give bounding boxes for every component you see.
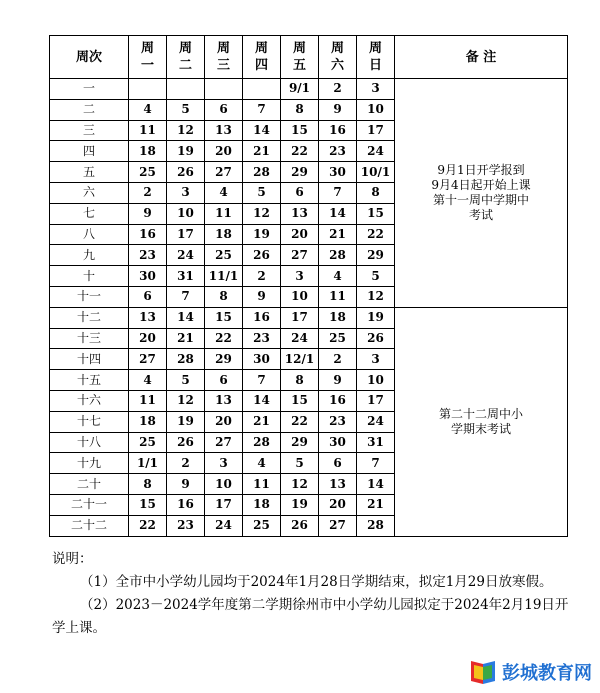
header-week: 周次 <box>50 36 129 79</box>
date-cell: 9 <box>319 99 357 120</box>
week-cell: 六 <box>50 182 129 203</box>
note-cell <box>395 79 568 308</box>
date-cell: 11 <box>129 120 167 141</box>
date-cell: 8 <box>281 99 319 120</box>
explanation-item-2: （2）2023－2024学年度第二学期徐州市中小学幼儿园拟定于2024年2月19日开学上课。 <box>52 597 569 636</box>
week-cell: 十九 <box>50 453 129 474</box>
date-cell: 22 <box>281 141 319 162</box>
date-cell: 8 <box>205 286 243 307</box>
date-cell: 10 <box>205 474 243 495</box>
date-cell: 29 <box>281 162 319 183</box>
week-cell: 十八 <box>50 432 129 453</box>
date-cell: 15 <box>281 120 319 141</box>
date-cell: 28 <box>357 515 395 536</box>
date-cell: 11 <box>205 203 243 224</box>
date-cell: 14 <box>243 390 281 411</box>
date-cell: 22 <box>205 328 243 349</box>
week-cell: 十五 <box>50 370 129 391</box>
date-cell: 7 <box>319 182 357 203</box>
date-cell: 23 <box>129 245 167 266</box>
date-cell: 12 <box>357 286 395 307</box>
table-row <box>50 79 568 100</box>
note-text: 第二十二周中小 学期末考试 <box>438 406 523 436</box>
date-cell: 12 <box>281 474 319 495</box>
date-cell: 4 <box>129 99 167 120</box>
date-cell: 28 <box>319 245 357 266</box>
date-cell: 28 <box>167 349 205 370</box>
date-cell: 5 <box>357 266 395 287</box>
header-thu <box>243 36 281 79</box>
date-cell: 9 <box>243 286 281 307</box>
date-cell: 12/1 <box>281 349 319 370</box>
week-cell: 十 <box>50 266 129 287</box>
header-day-label: 周 六 <box>330 41 344 73</box>
date-cell: 20 <box>129 328 167 349</box>
date-cell: 15 <box>357 203 395 224</box>
week-cell: 二 <box>50 99 129 120</box>
date-cell: 27 <box>319 515 357 536</box>
date-cell: 3 <box>281 266 319 287</box>
date-cell: 5 <box>281 453 319 474</box>
date-cell: 30 <box>129 266 167 287</box>
date-cell: 30 <box>243 349 281 370</box>
date-cell: 28 <box>243 432 281 453</box>
date-cell: 17 <box>281 307 319 328</box>
date-cell: 12 <box>167 120 205 141</box>
header-day-label: 周 四 <box>254 41 268 73</box>
header-note: 备 注 <box>395 36 568 79</box>
date-cell: 17 <box>357 120 395 141</box>
date-cell: 13 <box>205 390 243 411</box>
week-cell: 二十一 <box>50 494 129 515</box>
date-cell: 23 <box>319 411 357 432</box>
date-cell: 21 <box>357 494 395 515</box>
date-cell: 18 <box>319 307 357 328</box>
date-cell <box>243 79 281 100</box>
date-cell: 19 <box>281 494 319 515</box>
date-cell: 2 <box>319 349 357 370</box>
date-cell: 29 <box>357 245 395 266</box>
date-cell: 20 <box>319 494 357 515</box>
date-cell: 4 <box>319 266 357 287</box>
date-cell: 6 <box>281 182 319 203</box>
date-cell: 22 <box>357 224 395 245</box>
date-cell: 18 <box>205 224 243 245</box>
date-cell: 27 <box>281 245 319 266</box>
date-cell: 8 <box>281 370 319 391</box>
date-cell: 15 <box>205 307 243 328</box>
date-cell: 9 <box>167 474 205 495</box>
date-cell: 19 <box>357 307 395 328</box>
date-cell: 10 <box>281 286 319 307</box>
week-cell: 九 <box>50 245 129 266</box>
date-cell: 21 <box>243 141 281 162</box>
date-cell: 3 <box>167 182 205 203</box>
site-logo[interactable] <box>468 657 592 687</box>
date-cell: 9/1 <box>281 79 319 100</box>
date-cell: 16 <box>129 224 167 245</box>
date-cell: 16 <box>167 494 205 515</box>
week-cell: 十二 <box>50 307 129 328</box>
date-cell: 22 <box>281 411 319 432</box>
explanation <box>52 548 572 640</box>
date-cell: 9 <box>319 370 357 391</box>
week-cell: 三 <box>50 120 129 141</box>
date-cell <box>129 79 167 100</box>
date-cell: 11 <box>129 390 167 411</box>
week-cell: 十一 <box>50 286 129 307</box>
date-cell: 4 <box>205 182 243 203</box>
date-cell: 6 <box>129 286 167 307</box>
date-cell: 25 <box>129 162 167 183</box>
week-cell: 十四 <box>50 349 129 370</box>
date-cell: 2 <box>167 453 205 474</box>
explanation-item-1: （1）全市中小学幼儿园均于2024年1月28日学期结束，拟定1月29日放寒假。 <box>80 574 553 590</box>
date-cell: 20 <box>205 411 243 432</box>
date-cell: 24 <box>167 245 205 266</box>
date-cell: 6 <box>205 370 243 391</box>
date-cell: 28 <box>243 162 281 183</box>
date-cell: 11 <box>243 474 281 495</box>
date-cell: 13 <box>281 203 319 224</box>
date-cell: 10 <box>357 370 395 391</box>
date-cell: 30 <box>319 432 357 453</box>
header-day-label: 周 二 <box>178 41 192 73</box>
date-cell: 14 <box>243 120 281 141</box>
date-cell: 5 <box>167 370 205 391</box>
header-sat <box>319 36 357 79</box>
date-cell <box>167 79 205 100</box>
date-cell: 7 <box>357 453 395 474</box>
date-cell: 10 <box>357 99 395 120</box>
date-cell: 23 <box>167 515 205 536</box>
date-cell: 18 <box>129 141 167 162</box>
date-cell: 18 <box>129 411 167 432</box>
note-cell <box>395 307 568 536</box>
date-cell: 26 <box>281 515 319 536</box>
date-cell: 4 <box>243 453 281 474</box>
date-cell: 27 <box>205 162 243 183</box>
date-cell: 21 <box>243 411 281 432</box>
date-cell: 18 <box>243 494 281 515</box>
header-day-label: 周 日 <box>368 41 382 73</box>
date-cell: 5 <box>167 99 205 120</box>
date-cell: 12 <box>243 203 281 224</box>
header-day-label: 周 五 <box>292 41 306 73</box>
date-cell: 15 <box>281 390 319 411</box>
header-day-label: 周 三 <box>216 41 230 73</box>
school-calendar-table <box>49 35 568 537</box>
header-wed <box>205 36 243 79</box>
date-cell: 5 <box>243 182 281 203</box>
header-sun <box>357 36 395 79</box>
date-cell: 26 <box>357 328 395 349</box>
date-cell: 17 <box>205 494 243 515</box>
date-cell: 13 <box>129 307 167 328</box>
date-cell: 7 <box>243 99 281 120</box>
date-cell: 17 <box>167 224 205 245</box>
header-fri <box>281 36 319 79</box>
date-cell: 19 <box>243 224 281 245</box>
date-cell: 14 <box>357 474 395 495</box>
date-cell: 20 <box>205 141 243 162</box>
date-cell: 14 <box>167 307 205 328</box>
explanation-title: 说明： <box>52 551 93 567</box>
week-cell: 十六 <box>50 390 129 411</box>
date-cell: 15 <box>129 494 167 515</box>
date-cell: 26 <box>167 432 205 453</box>
date-cell: 24 <box>281 328 319 349</box>
week-cell: 十七 <box>50 411 129 432</box>
date-cell: 6 <box>205 99 243 120</box>
date-cell: 21 <box>167 328 205 349</box>
date-cell: 3 <box>357 349 395 370</box>
header-day-label: 周 一 <box>140 41 154 73</box>
date-cell: 22 <box>129 515 167 536</box>
date-cell: 29 <box>281 432 319 453</box>
date-cell: 31 <box>357 432 395 453</box>
date-cell: 8 <box>357 182 395 203</box>
date-cell: 26 <box>243 245 281 266</box>
date-cell: 26 <box>167 162 205 183</box>
date-cell: 17 <box>357 390 395 411</box>
date-cell: 19 <box>167 411 205 432</box>
date-cell: 24 <box>357 411 395 432</box>
table-row <box>50 307 568 328</box>
date-cell: 27 <box>205 432 243 453</box>
header-tue <box>167 36 205 79</box>
date-cell: 12 <box>167 390 205 411</box>
date-cell: 23 <box>319 141 357 162</box>
date-cell: 13 <box>319 474 357 495</box>
date-cell: 2 <box>129 182 167 203</box>
week-cell: 二十 <box>50 474 129 495</box>
week-cell: 五 <box>50 162 129 183</box>
date-cell: 10/1 <box>357 162 395 183</box>
date-cell: 16 <box>243 307 281 328</box>
date-cell: 16 <box>319 120 357 141</box>
date-cell: 9 <box>129 203 167 224</box>
date-cell: 13 <box>205 120 243 141</box>
logo-text: 彭城教育网 <box>502 663 592 684</box>
date-cell: 10 <box>167 203 205 224</box>
date-cell: 31 <box>167 266 205 287</box>
date-cell: 25 <box>205 245 243 266</box>
date-cell: 7 <box>167 286 205 307</box>
week-cell: 八 <box>50 224 129 245</box>
date-cell: 3 <box>205 453 243 474</box>
date-cell: 1/1 <box>129 453 167 474</box>
date-cell: 25 <box>243 515 281 536</box>
date-cell: 2 <box>243 266 281 287</box>
date-cell: 3 <box>357 79 395 100</box>
book-logo-icon <box>468 659 498 685</box>
week-cell: 一 <box>50 79 129 100</box>
date-cell: 19 <box>167 141 205 162</box>
date-cell: 7 <box>243 370 281 391</box>
date-cell: 8 <box>129 474 167 495</box>
date-cell: 16 <box>319 390 357 411</box>
date-cell: 6 <box>319 453 357 474</box>
date-cell: 29 <box>205 349 243 370</box>
date-cell <box>205 79 243 100</box>
date-cell: 25 <box>129 432 167 453</box>
date-cell: 21 <box>319 224 357 245</box>
date-cell: 30 <box>319 162 357 183</box>
header-row <box>50 36 568 79</box>
week-cell: 四 <box>50 141 129 162</box>
date-cell: 24 <box>357 141 395 162</box>
header-mon <box>129 36 167 79</box>
week-cell: 七 <box>50 203 129 224</box>
date-cell: 23 <box>243 328 281 349</box>
date-cell: 2 <box>319 79 357 100</box>
week-cell: 二十二 <box>50 515 129 536</box>
note-text: 9月1日开学报到 9月4日起开始上课 第十一周中学期中 考试 <box>431 162 531 222</box>
date-cell: 11 <box>319 286 357 307</box>
date-cell: 24 <box>205 515 243 536</box>
date-cell: 11/1 <box>205 266 243 287</box>
date-cell: 27 <box>129 349 167 370</box>
week-cell: 十三 <box>50 328 129 349</box>
date-cell: 25 <box>319 328 357 349</box>
date-cell: 4 <box>129 370 167 391</box>
date-cell: 14 <box>319 203 357 224</box>
date-cell: 20 <box>281 224 319 245</box>
